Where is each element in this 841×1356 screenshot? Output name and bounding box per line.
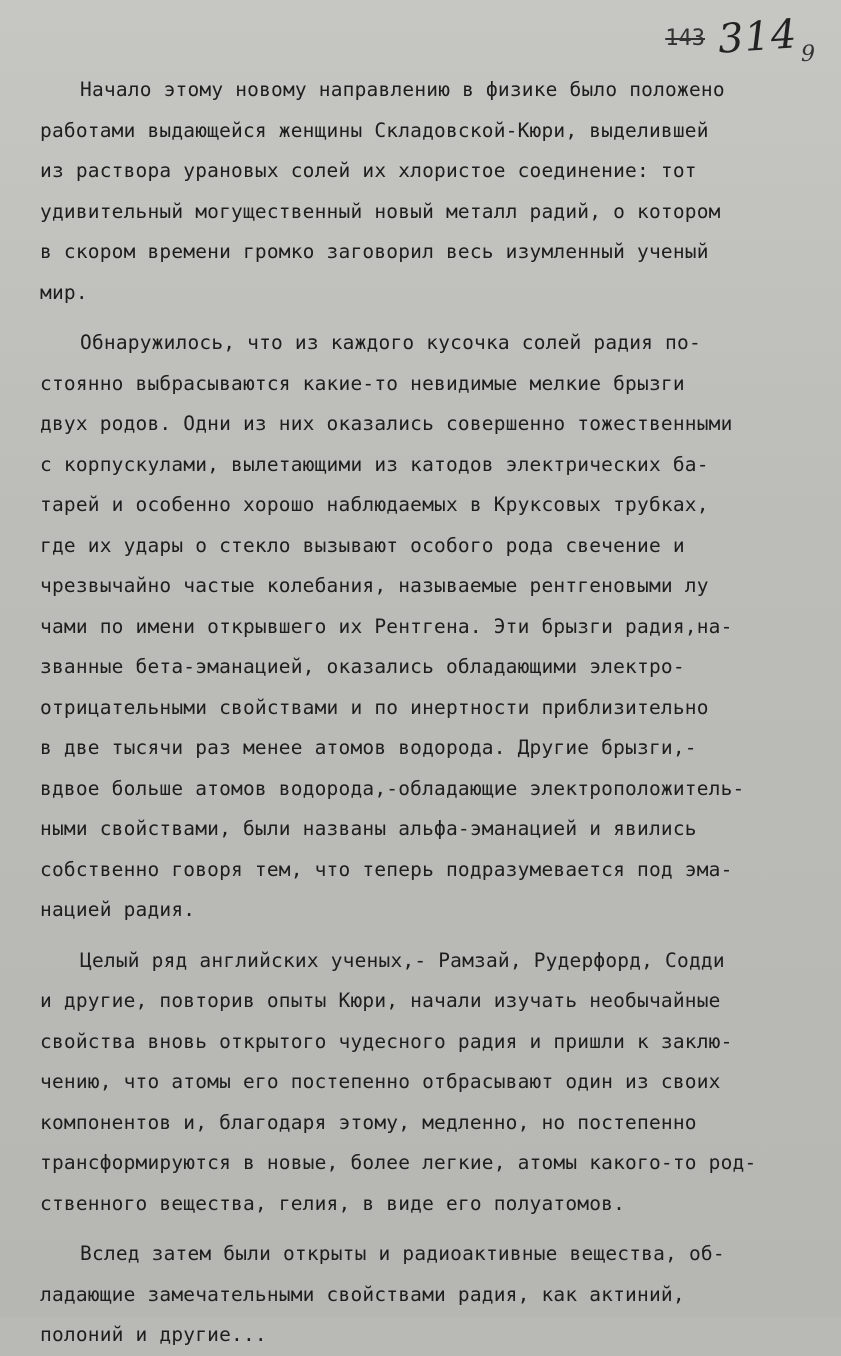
text-line: стоянно выбрасываются какие-то невидимые мелкие брызги [40,371,685,395]
typed-text [40,70,810,1356]
paragraph [40,1234,810,1356]
text-line: в скором времени громко заговорил весь изумленный ученый [40,240,709,263]
text-line: и другие, повторив опыты Кюри, начали изучать необычайные [40,989,721,1012]
text-line: где их удары о стекло вызывают особого рода свечение и [40,533,685,557]
text-line: тарей и особенно хорошо наблюдаемых в Круксовых трубках, [40,493,709,516]
text-line: свойства вновь открытого чудесного радия и пришли к заклю- [40,1029,733,1053]
paragraph [40,323,810,931]
text-line: вдвое больше атомов водорода,-обладающие электроположитель- [40,776,745,800]
text-line: удивительный могущественный новый металл радий, о котором [40,199,721,223]
page-number-suffix: 9 [801,42,815,67]
text-line: с корпускулами, вылетающими из катодов электрических ба- [40,452,709,476]
text-line: компонентов и, благодаря этому, медленно, но постепенно [40,1110,697,1134]
old-page-number: 143 [665,26,705,51]
text-line: полоний и другие... [40,1323,267,1346]
text-line: отрицательными свойствами и по инертности приблизительно [40,695,709,719]
text-line: ственного вещества, гелия, в виде его полуатомов. [40,1191,626,1215]
text-line: Начало этому новому направлению в физике было положено [80,78,725,101]
text-line: чению, что атомы его постепенно отбрасывают один из своих [40,1070,721,1093]
paragraph [40,941,810,1225]
text-line: чрезвычайно частые колебания, называемые рентгеновыми лу [40,574,709,597]
handwritten-page-number: 314 [716,11,799,63]
text-line: чами по имени открывшего их Рентгена. Эти брызги радия,на- [40,614,733,638]
text-line: нацией радия. [40,898,196,921]
text-line: из раствора урановых солей их хлористое соединение: тот [40,159,697,182]
text-line: трансформируются в новые, более легкие, атомы какого-то род- [40,1151,757,1174]
text-line: ладающие замечательными свойствами радия, как актиний, [40,1282,685,1306]
paragraph [40,70,810,313]
text-line: мир. [40,280,88,304]
text-line: работами выдающейся женщины Складовской-Кюри, выделившей [40,118,709,142]
text-line: ными свойствами, были названы альфа-эманацией и явились [40,817,697,840]
text-line: в две тысячи раз менее атомов водорода. Другие брызги,- [40,736,697,759]
text-line: Обнаружилось, что из каждого кусочка солей радия по- [80,331,701,354]
text-line: Целый ряд английских ученых,- Рамзай, Рудерфорд, Содди [80,948,725,972]
text-line: собственно говоря тем, что теперь подразумевается под эма- [40,857,733,881]
text-line: Вслед затем были открыты и радиоактивные вещества, об- [80,1242,725,1265]
text-line: званные бета-эманацией, оказались обладающими электро- [40,655,685,678]
text-line: двух родов. Одни из них оказались совершенно тожественными [40,412,733,435]
page-number [615,11,815,74]
